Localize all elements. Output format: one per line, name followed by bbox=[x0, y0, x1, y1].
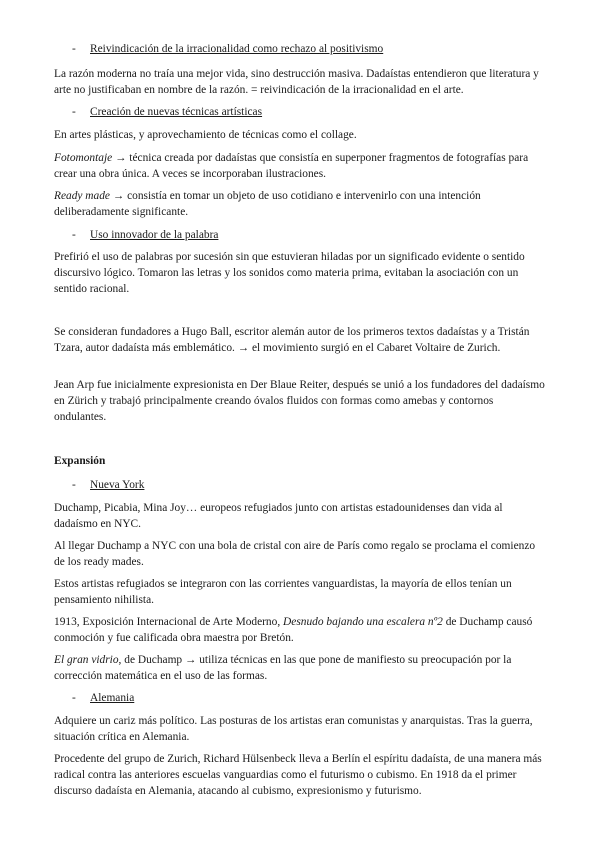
paragraph: Adquiere un cariz más político. Las posturas de los artistas eran comunistas y anarquistas. Tras la guerra, situación crítica en Alemania. bbox=[54, 715, 533, 743]
artwork-title: El gran vidrio bbox=[54, 654, 119, 666]
section-heading bbox=[72, 227, 542, 243]
heading-text: Nueva York bbox=[90, 479, 145, 491]
heading-text: Uso innovador de la palabra bbox=[90, 229, 219, 241]
paragraph bbox=[54, 188, 548, 220]
paragraph: Al llegar Duchamp a NYC con una bola de cristal con aire de París como regalo se proclama el comienzo de los ready mades. bbox=[54, 540, 536, 568]
text: de Duchamp causó conmoción y fue calificada obra maestra por Bretón. bbox=[54, 616, 533, 644]
definition: → técnica creada por dadaístas que consistía en superponer fragmentos de fotografías para crear una obra única. A veces se incorporaban ilustraciones. bbox=[54, 152, 529, 180]
term: Ready made bbox=[54, 190, 110, 202]
section-heading bbox=[72, 104, 542, 120]
paragraph: Prefirió el uso de palabras por sucesión sin que estuvieran hiladas por un significado evidente o sentido discursivo lógico. Tomaron las letras y los sonidos como materia prima, evitaban la asociación con un sentido racional. bbox=[54, 251, 525, 295]
paragraph bbox=[54, 614, 548, 646]
section-heading bbox=[72, 690, 542, 706]
paragraph bbox=[54, 150, 548, 182]
bullet-dash: - bbox=[72, 479, 76, 491]
paragraph: Jean Arp fue inicialmente expresionista en Der Blaue Reiter, después se unió a los fundadores del dadaísmo en Zürich y trabajó principalmente creando óvalos fluidos con formas como amebas y contornos ondulantes. bbox=[54, 379, 545, 423]
heading-text: Alemania bbox=[90, 692, 135, 704]
bullet-dash: - bbox=[72, 229, 76, 241]
heading-text: Creación de nuevas técnicas artísticas bbox=[90, 106, 263, 118]
paragraph: En artes plásticas, y aprovechamiento de técnicas como el collage. bbox=[54, 129, 357, 141]
paragraph: La razón moderna no traía una mejor vida, sino destrucción masiva. Dadaístas entendieron que literatura y arte no justificaban en nombre de la razón. = reivindicación de la irracionalidad en el arte. bbox=[54, 68, 539, 96]
paragraph: Procedente del grupo de Zurich, Richard Hülsenbeck lleva a Berlín el espíritu dadaísta, de una manera más radical contra las anteriores escuelas vanguardias como el futurismo o cubismo. En 1918 da el primer discurso dadaísta en Alemania, atacando al cubismo, expresionismo y futurismo. bbox=[54, 753, 542, 797]
artwork-title: Desnudo bajando una escalera nº2 bbox=[283, 616, 443, 628]
text: , de Duchamp → utiliza técnicas en las que pone de manifiesto su preocupación por la corrección matemática en el uso de las formas. bbox=[54, 654, 512, 682]
bullet-dash: - bbox=[72, 106, 76, 118]
paragraph: Estos artistas refugiados se integraron con las corrientes vanguardistas, la mayoría de ellos tenían un pensamiento nihilista. bbox=[54, 578, 512, 606]
heading-text: Reivindicación de la irracionalidad como rechazo al positivismo bbox=[90, 43, 384, 55]
bullet-dash: - bbox=[72, 692, 76, 704]
definition: → consistía en tomar un objeto de uso cotidiano e intervenirlo con una intención deliberadamente significante. bbox=[54, 190, 481, 218]
term: Fotomontaje bbox=[54, 152, 113, 164]
section-heading bbox=[72, 41, 542, 57]
section-heading bbox=[72, 477, 542, 493]
paragraph bbox=[54, 652, 548, 684]
bullet-dash: - bbox=[72, 43, 76, 55]
paragraph: Se consideran fundadores a Hugo Ball, escritor alemán autor de los primeros textos dadaístas y a Tristán Tzara, autor dadaísta más emblemático. → el movimiento surgió en el Cabaret Voltaire de Zurich. bbox=[54, 326, 530, 354]
section-title: Expansión bbox=[54, 455, 106, 467]
text: 1913, Exposición Internacional de Arte Moderno, bbox=[54, 616, 284, 628]
paragraph: Duchamp, Picabia, Mina Joy… europeos refugiados junto con artistas estadounidenses dan vida al dadaísmo en NYC. bbox=[54, 502, 503, 530]
